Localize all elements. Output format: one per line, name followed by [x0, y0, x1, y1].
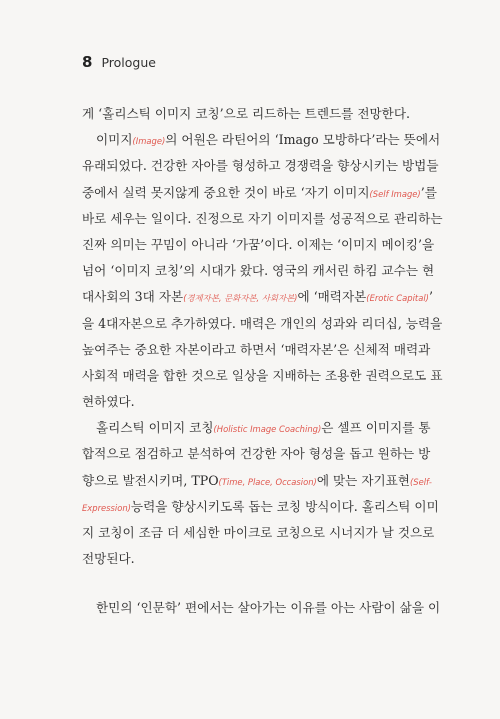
text-line	[82, 468, 432, 494]
text-line: 사회적 매력을 합한 것으로 일상을 지배하는 조용한 권력으로도 표	[82, 367, 443, 383]
english-annotation: (Self Image)	[369, 188, 421, 199]
paragraph	[82, 415, 439, 572]
paragraph	[82, 127, 443, 415]
text-run: 은 셀프 이미지를 통	[321, 420, 431, 436]
text-run: 에 맞는 자기표현	[316, 472, 410, 488]
english-annotation: (Time, Place, Occasion)	[218, 476, 317, 487]
english-annotation: (Self-	[409, 476, 432, 487]
text-line: 을 4대자본으로 추가하였다. 매력은 개인의 성과와 리더십, 능력을	[82, 315, 443, 331]
running-title: Prologue	[101, 55, 156, 70]
text-line	[82, 494, 439, 520]
text-line	[82, 180, 437, 206]
paragraph	[82, 595, 441, 621]
text-line: 현하였다.	[82, 394, 135, 410]
english-annotation: Expression)	[82, 502, 131, 513]
body-text	[82, 101, 443, 622]
text-run: 능력을 향상시키도록 돕는 코칭 방식이다. 홀리스틱 이미	[130, 498, 439, 514]
page-header	[82, 53, 156, 71]
paragraph	[82, 101, 420, 127]
text-line: 높여주는 중요한 자본이라고 하면서 ‘매력자본’은 신체적 매력과	[82, 341, 431, 357]
text-run: ’	[428, 289, 433, 305]
text-line: 게 ‘홀리스틱 이미지 코칭’으로 리드하는 트렌드를 전망한다.	[82, 106, 411, 121]
english-annotation: (Image)	[132, 136, 166, 147]
page-number: 8	[82, 53, 93, 71]
text-line	[82, 127, 441, 153]
text-run: 에 ‘매력자본	[297, 289, 367, 305]
text-run: 대사회의 3대 자본	[82, 289, 184, 305]
text-run: 홀리스틱 이미지 코칭	[96, 420, 214, 436]
paragraph-gap	[82, 572, 420, 595]
text-run: ’를	[420, 184, 437, 200]
text-run: 이미지	[96, 132, 133, 148]
text-line: 전망된다.	[82, 551, 135, 567]
english-annotation: (Holistic Image Coaching)	[213, 424, 322, 435]
text-line: 바로 세우는 일이다. 진정으로 자기 이미지를 성공적으로 관리하는	[82, 210, 443, 226]
text-line	[82, 415, 431, 441]
text-run: 중에서 실력 못지않게 중요한 것이 바로 ‘자기 이미지	[82, 184, 370, 200]
english-annotation: (Erotic Capital)	[366, 293, 429, 304]
text-line: 진짜 의미는 꾸밈이 아니라 ‘가꿈’이다. 이제는 ‘이미지 메이킹’을	[82, 236, 435, 252]
text-run: 의 어원은 라틴어의 ‘Imago 모방하다’라는 뜻에서	[165, 132, 441, 148]
text-line: 한민의 ‘인문학’ 편에서는 살아가는 이유를 아는 사람이 삶을 이	[96, 600, 441, 616]
text-run: 향으로 발전시키며, TPO	[82, 472, 219, 488]
text-line: 유래되었다. 건강한 자아를 형성하고 경쟁력을 향상시키는 방법들	[82, 158, 439, 174]
text-line: 지 코칭이 조금 더 세심한 마이크로 코칭으로 시너지가 날 것으로	[82, 525, 435, 540]
text-line	[82, 284, 433, 310]
text-line: 합적으로 점검하고 분석하여 건강한 자아 형성을 돕고 원하는 방	[82, 446, 431, 462]
text-line: 넘어 ‘이미지 코칭’의 시대가 왔다. 영국의 캐서린 하킴 교수는 현	[82, 263, 435, 279]
korean-annotation: (경제자본, 문화자본, 사회자본)	[183, 293, 298, 304]
